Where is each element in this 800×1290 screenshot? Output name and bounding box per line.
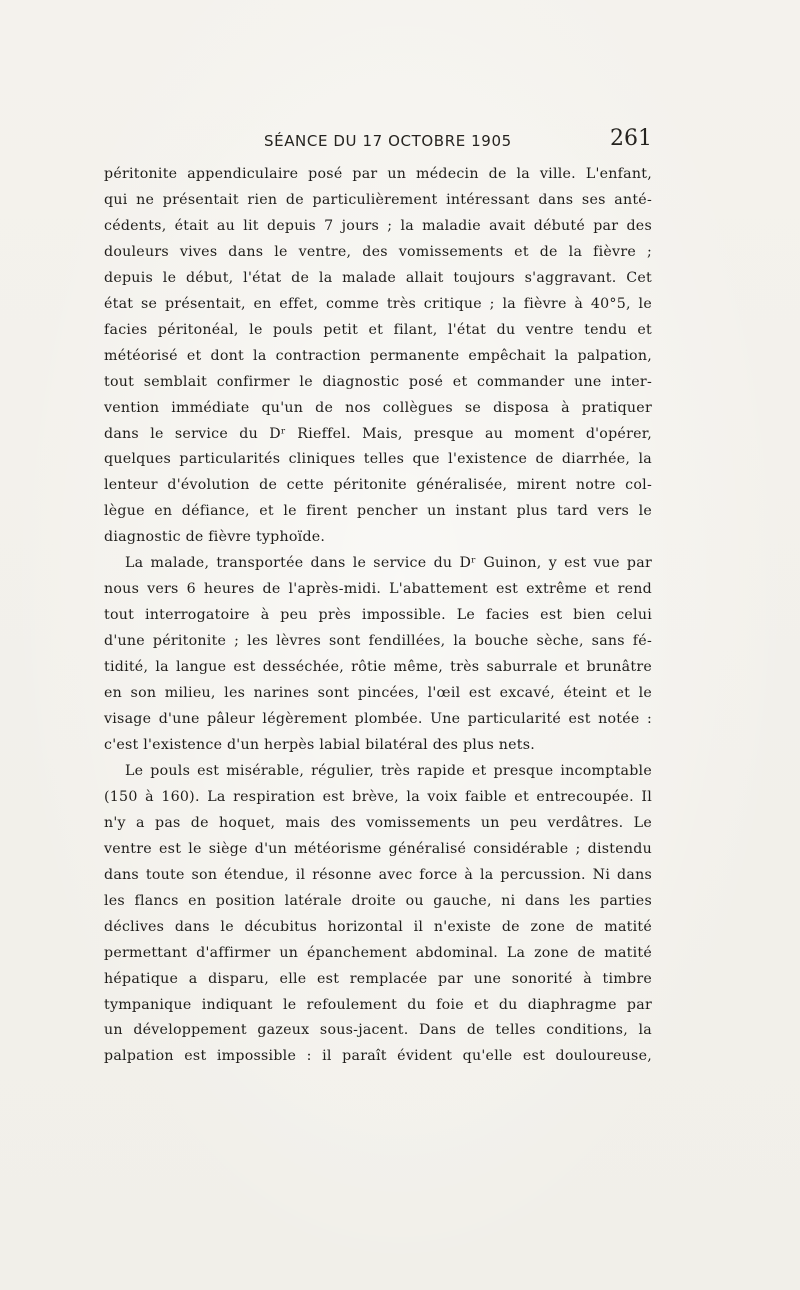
text-line: lenteur d'évolution de cette péritonite généralisée, mirent notre col- xyxy=(104,477,652,494)
text-line: en son milieu, les narines sont pincées, l'œil est excavé, éteint et le xyxy=(104,685,652,702)
text-line: lègue en défiance, et le firent pencher un instant plus tard vers le xyxy=(104,503,652,520)
text-line: hépatique a disparu, elle est remplacée par une sonorité à timbre xyxy=(104,970,652,987)
text-line: nous vers 6 heures de l'après-midi. L'abattement est extrême et rend xyxy=(104,581,652,598)
text-line: dans toute son étendue, il résonne avec force à la percussion. Ni dans xyxy=(104,866,652,883)
text-line: depuis le début, l'état de la malade allait toujours s'aggravant. Cet xyxy=(104,269,652,286)
text-line: palpation est impossible : il paraît évident qu'elle est douloureuse, xyxy=(104,1048,652,1065)
page-number: 261 xyxy=(610,126,652,151)
text-line: La malade, transportée dans le service du Dʳ Guinon, y est vue par xyxy=(125,555,652,572)
text-line: n'y a pas de hoquet, mais des vomissements un peu verdâtres. Le xyxy=(104,814,652,831)
text-line: qui ne présentait rien de particulièrement intéressant dans ses anté- xyxy=(104,191,652,208)
text-line: ventre est le siège d'un météorisme généralisé considérable ; distendu xyxy=(104,840,652,857)
text-line: tout semblait confirmer le diagnostic posé et commander une inter- xyxy=(104,373,652,390)
text-line: un développement gazeux sous-jacent. Dans de telles conditions, la xyxy=(104,1022,652,1039)
text-line: Le pouls est misérable, régulier, très rapide et presque incomptable xyxy=(125,762,652,779)
text-line: tidité, la langue est desséchée, rôtie même, très saburrale et brunâtre xyxy=(104,659,652,676)
text-line: quelques particularités cliniques telles que l'existence de diarrhée, la xyxy=(104,451,652,468)
text-line: permettant d'affirmer un épanchement abdominal. La zone de matité xyxy=(104,944,652,961)
text-line: dans le service du Dʳ Rieffel. Mais, presque au moment d'opérer, xyxy=(104,425,652,442)
text-line: péritonite appendiculaire posé par un médecin de la ville. L'enfant, xyxy=(104,166,652,182)
text-line: tympanique indiquant le refoulement du foie et du diaphragme par xyxy=(104,996,652,1013)
page-header xyxy=(104,128,652,158)
text-line: facies péritonéal, le pouls petit et filant, l'état du ventre tendu et xyxy=(104,321,652,338)
text-line: douleurs vives dans le ventre, des vomissements et de la fièvre ; xyxy=(104,243,652,260)
text-line: déclives dans le décubitus horizontal il n'existe de zone de matité xyxy=(104,918,652,935)
text-line: cédents, était au lit depuis 7 jours ; la maladie avait débuté par des xyxy=(104,217,652,234)
text-line: tout interrogatoire à peu près impossible. Le facies est bien celui xyxy=(104,607,652,624)
text-line: météorisé et dont la contraction permanente empêchait la palpation, xyxy=(104,347,652,364)
body-text xyxy=(104,162,652,1070)
running-head: SÉANCE DU 17 OCTOBRE 1905 xyxy=(264,132,512,150)
text-line: diagnostic de fièvre typhoïde. xyxy=(104,529,326,546)
text-line: visage d'une pâleur légèrement plombée. Une particularité est notée : xyxy=(104,711,652,728)
text-line: vention immédiate qu'un de nos collègues se disposa à pratiquer xyxy=(104,399,652,416)
text-line: état se présentait, en effet, comme très critique ; la fièvre à 40°5, le xyxy=(104,295,652,312)
text-line: c'est l'existence d'un herpès labial bilatéral des plus nets. xyxy=(104,736,536,753)
text-line: d'une péritonite ; les lèvres sont fendillées, la bouche sèche, sans fé- xyxy=(104,633,652,650)
text-line: les flancs en position latérale droite ou gauche, ni dans les parties xyxy=(104,892,652,909)
text-line: (150 à 160). La respiration est brève, la voix faible et entrecoupée. Il xyxy=(104,788,652,805)
